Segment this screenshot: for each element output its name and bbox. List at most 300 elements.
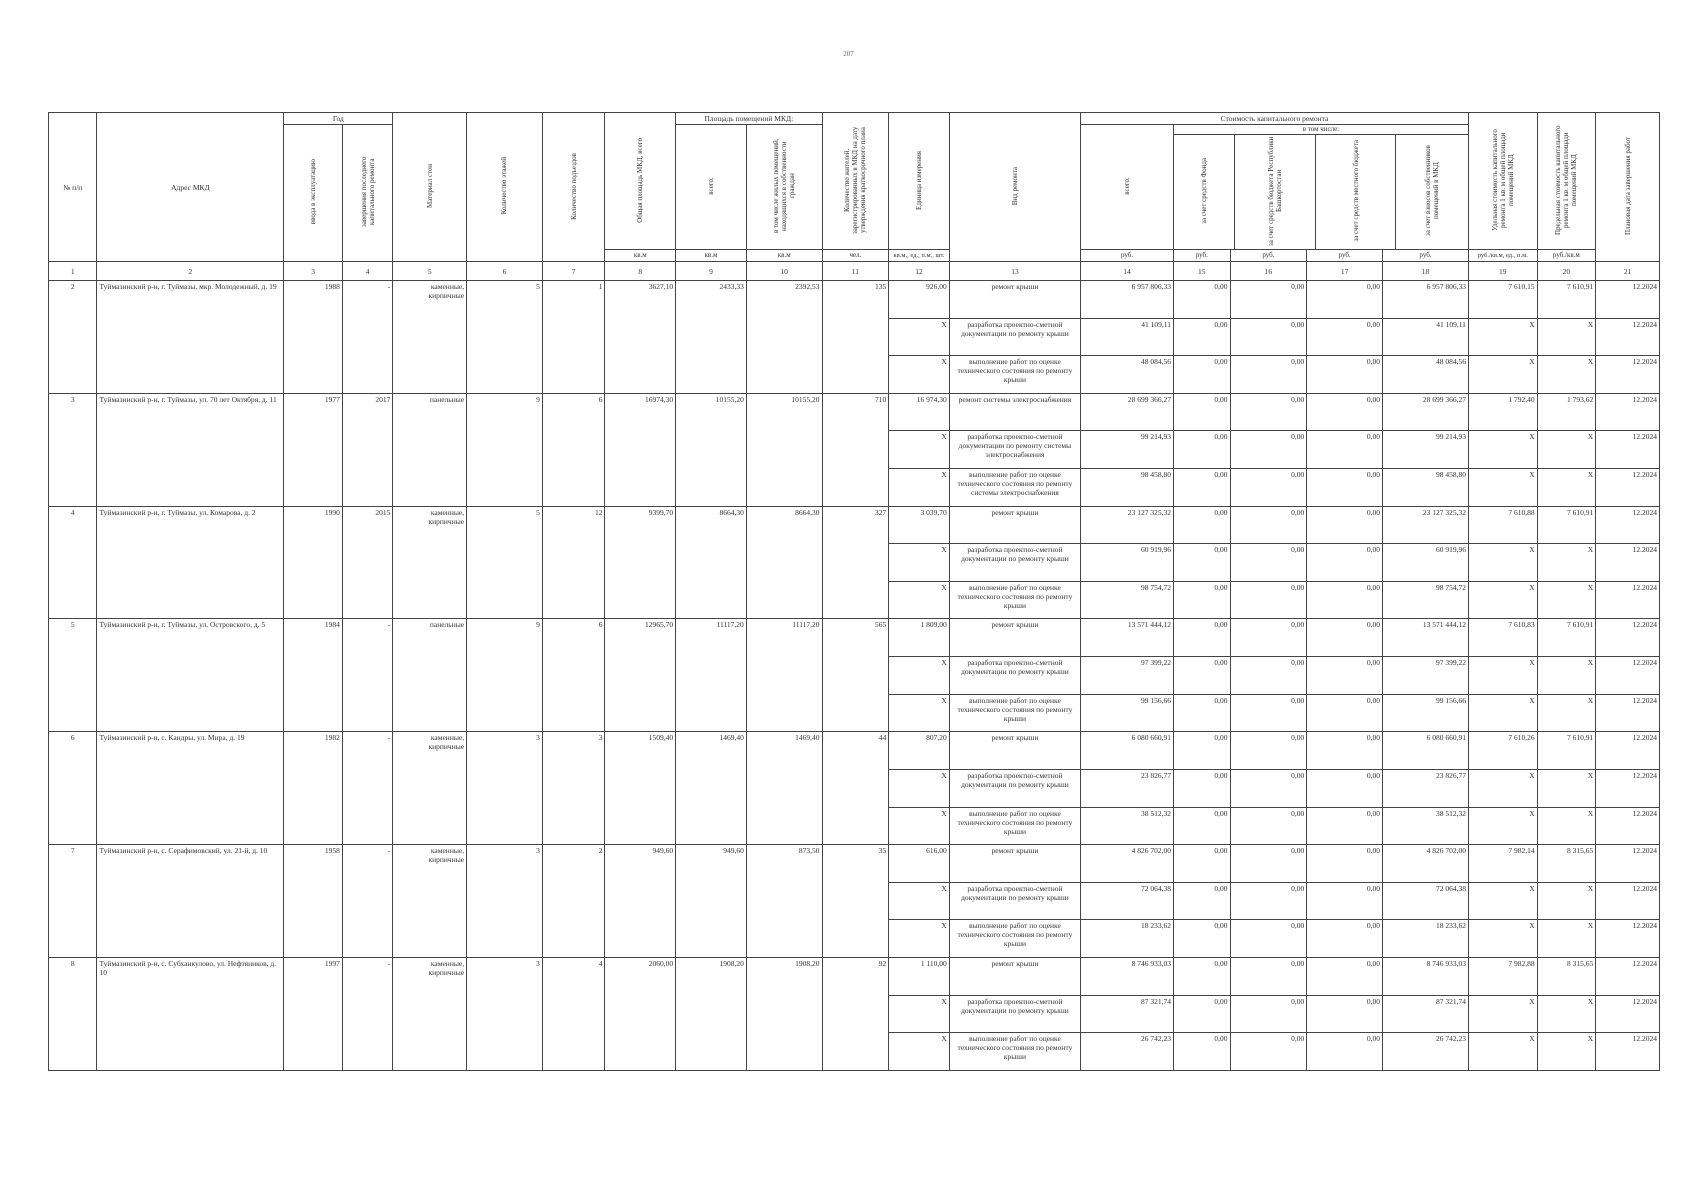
cost-fund-cell: 0,00 xyxy=(1174,957,1231,995)
cost-local-cell: 0,00 xyxy=(1307,281,1383,319)
cost-fund-cell: 0,00 xyxy=(1174,920,1231,958)
plan-date-cell: 12.2024 xyxy=(1596,281,1660,319)
cost-owners-cell: 99 156,66 xyxy=(1383,694,1469,732)
premises-all-cell: 949,60 xyxy=(676,845,747,958)
header-premises-living: в том числе жилых помещений, находящихся в собственности граждан xyxy=(746,125,822,250)
plan-date-cell: 12.2024 xyxy=(1596,657,1660,695)
cost-republic-cell: 0,00 xyxy=(1230,281,1307,319)
floors-cell: 9 xyxy=(467,619,543,732)
wall-material-cell: каменные, кирпичные xyxy=(393,957,467,1070)
plan-date-cell: 12.2024 xyxy=(1596,732,1660,770)
plan-date-cell: 12.2024 xyxy=(1596,769,1660,807)
header-work-type: Вид ремонта xyxy=(949,113,1080,262)
premises-living-cell: 1469,40 xyxy=(746,732,822,845)
cost-local-cell: 0,00 xyxy=(1307,356,1383,394)
measure-cell: 1 110,00 xyxy=(889,957,950,995)
header-cost-owners: за счет взносов собственников помещений в МКД xyxy=(1423,145,1440,237)
unit-cost-cell: 7 610,83 xyxy=(1468,619,1537,657)
header-address: Адрес МКД xyxy=(97,113,284,262)
year-repair-cell: 2017 xyxy=(342,393,392,506)
unit-cost-cell: X xyxy=(1468,318,1537,356)
year-repair-cell: - xyxy=(342,957,392,1070)
unit-residents: чел. xyxy=(822,250,889,262)
measure-cell: X xyxy=(889,769,950,807)
col-number: 10 xyxy=(746,262,822,281)
cost-local-cell: 0,00 xyxy=(1307,957,1383,995)
cost-republic-cell: 0,00 xyxy=(1230,619,1307,657)
unit-unit-cost: руб./кв.м, ед., п.м. xyxy=(1468,250,1537,262)
plan-date-cell: 12.2024 xyxy=(1596,694,1660,732)
cost-fund-cell: 0,00 xyxy=(1174,469,1231,507)
unit-cost-cell: 7 610,15 xyxy=(1468,281,1537,319)
unit-cost-cell: X xyxy=(1468,807,1537,845)
entrances-cell: 12 xyxy=(542,506,605,619)
col-number: 8 xyxy=(605,262,676,281)
cost-total-cell: 99 156,66 xyxy=(1081,694,1174,732)
max-cost-cell: X xyxy=(1537,694,1596,732)
col-number: 6 xyxy=(467,262,543,281)
cost-republic-cell: 0,00 xyxy=(1230,845,1307,883)
measure-cell: 616,00 xyxy=(889,845,950,883)
cost-total-cell: 6 080 660,91 xyxy=(1081,732,1174,770)
address-cell: Туймазинский р-н, г. Туймазы, ул. Комарова, д. 2 xyxy=(97,506,284,619)
entrances-cell: 6 xyxy=(542,619,605,732)
cost-republic-cell: 0,00 xyxy=(1230,920,1307,958)
cost-local-cell: 0,00 xyxy=(1307,318,1383,356)
cost-republic-cell: 0,00 xyxy=(1230,882,1307,920)
cost-local-cell: 0,00 xyxy=(1307,619,1383,657)
cost-local-cell: 0,00 xyxy=(1307,581,1383,619)
cost-fund-cell: 0,00 xyxy=(1174,393,1231,431)
cost-fund-cell: 0,00 xyxy=(1174,619,1231,657)
residents-cell: 565 xyxy=(822,619,889,732)
cost-republic-cell: 0,00 xyxy=(1230,957,1307,995)
plan-date-cell: 12.2024 xyxy=(1596,995,1660,1033)
plan-date-cell: 12.2024 xyxy=(1596,882,1660,920)
header-total-area: Общая площадь МКД, всего xyxy=(605,113,676,250)
cost-total-cell: 48 084,56 xyxy=(1081,356,1174,394)
measure-cell: 807,20 xyxy=(889,732,950,770)
col-number: 2 xyxy=(97,262,284,281)
cost-owners-cell: 8 746 933,03 xyxy=(1383,957,1469,995)
col-number: 20 xyxy=(1537,262,1596,281)
unit-cost-cell: X xyxy=(1468,694,1537,732)
measure-cell: X xyxy=(889,356,950,394)
plan-date-cell: 12.2024 xyxy=(1596,957,1660,995)
max-cost-cell: 7 610,91 xyxy=(1537,281,1596,319)
work-type-cell: ремонт крыши xyxy=(949,506,1080,544)
col-number: 3 xyxy=(284,262,343,281)
measure-cell: X xyxy=(889,318,950,356)
year-repair-cell: - xyxy=(342,619,392,732)
year-commission-cell: 1977 xyxy=(284,393,343,506)
max-cost-cell: 7 610,91 xyxy=(1537,506,1596,544)
cost-local-cell: 0,00 xyxy=(1307,694,1383,732)
row-number: 4 xyxy=(49,506,97,619)
max-cost-cell: X xyxy=(1537,807,1596,845)
plan-date-cell: 12.2024 xyxy=(1596,619,1660,657)
max-cost-cell: X xyxy=(1537,431,1596,469)
cost-republic-cell: 0,00 xyxy=(1230,544,1307,582)
cost-owners-cell: 98 754,72 xyxy=(1383,581,1469,619)
col-number: 17 xyxy=(1307,262,1383,281)
total-area-cell: 2060,00 xyxy=(605,957,676,1070)
cost-total-cell: 13 571 444,12 xyxy=(1081,619,1174,657)
cost-fund-cell: 0,00 xyxy=(1174,1033,1231,1071)
entrances-cell: 3 xyxy=(542,732,605,845)
work-type-cell: ремонт крыши xyxy=(949,732,1080,770)
header-max-cost: Предельная стоимость капитального ремонта 1 кв. м общей площади помещений МКД xyxy=(1537,113,1596,250)
plan-date-cell: 12.2024 xyxy=(1596,807,1660,845)
cost-fund-cell: 0,00 xyxy=(1174,544,1231,582)
floors-cell: 3 xyxy=(467,845,543,958)
cost-owners-cell: 28 699 366,27 xyxy=(1383,393,1469,431)
address-cell: Туймазинский р-н, г. Туймазы, ул. 70 лет Октября, д. 11 xyxy=(97,393,284,506)
cost-republic-cell: 0,00 xyxy=(1230,657,1307,695)
total-area-cell: 9399,70 xyxy=(605,506,676,619)
year-commission-cell: 1958 xyxy=(284,845,343,958)
address-cell: Туймазинский р-н, г. Туймазы, ул. Островского, д. 5 xyxy=(97,619,284,732)
wall-material-cell: каменные, кирпичные xyxy=(393,506,467,619)
col-number: 9 xyxy=(676,262,747,281)
max-cost-cell: X xyxy=(1537,581,1596,619)
header-year-commission: ввода в эксплуатацию xyxy=(284,125,343,262)
cost-owners-cell: 48 084,56 xyxy=(1383,356,1469,394)
year-commission-cell: 1990 xyxy=(284,506,343,619)
cost-fund-cell: 0,00 xyxy=(1174,581,1231,619)
premises-all-cell: 1469,40 xyxy=(676,732,747,845)
cost-owners-cell: 13 571 444,12 xyxy=(1383,619,1469,657)
floors-cell: 3 xyxy=(467,732,543,845)
cost-republic-cell: 0,00 xyxy=(1230,694,1307,732)
work-type-cell: ремонт крыши xyxy=(949,957,1080,995)
residents-cell: 35 xyxy=(822,845,889,958)
plan-date-cell: 12.2024 xyxy=(1596,581,1660,619)
floors-cell: 3 xyxy=(467,957,543,1070)
floors-cell: 5 xyxy=(467,281,543,394)
wall-material-cell: панельные xyxy=(393,619,467,732)
work-type-cell: разработка проектно-сметной документации по ремонту крыши xyxy=(949,544,1080,582)
row-number: 6 xyxy=(49,732,97,845)
cost-owners-cell: 26 742,23 xyxy=(1383,1033,1469,1071)
cost-fund-cell: 0,00 xyxy=(1174,882,1231,920)
measure-cell: X xyxy=(889,469,950,507)
col-number: 21 xyxy=(1596,262,1660,281)
plan-date-cell: 12.2024 xyxy=(1596,920,1660,958)
unit-cost-cell: 7 982,14 xyxy=(1468,845,1537,883)
cost-republic-cell: 0,00 xyxy=(1230,581,1307,619)
residents-cell: 44 xyxy=(822,732,889,845)
header-cost-group: Стоимость капитального ремонта xyxy=(1081,113,1469,125)
floors-cell: 9 xyxy=(467,393,543,506)
cost-owners-cell: 98 458,80 xyxy=(1383,469,1469,507)
unit-cost-cell: 7 610,26 xyxy=(1468,732,1537,770)
floors-cell: 5 xyxy=(467,506,543,619)
unit-cost-fund: руб. xyxy=(1174,250,1231,262)
cost-total-cell: 28 699 366,27 xyxy=(1081,393,1174,431)
premises-all-cell: 10155,20 xyxy=(676,393,747,506)
measure-cell: X xyxy=(889,807,950,845)
premises-all-cell: 1908,20 xyxy=(676,957,747,1070)
col-number: 16 xyxy=(1230,262,1307,281)
header-cost-incl: в том числе: xyxy=(1174,125,1468,135)
work-type-cell: разработка проектно-сметной документации по ремонту крыши xyxy=(949,995,1080,1033)
cost-fund-cell: 0,00 xyxy=(1174,356,1231,394)
measure-cell: X xyxy=(889,657,950,695)
max-cost-cell: X xyxy=(1537,995,1596,1033)
cost-local-cell: 0,00 xyxy=(1307,882,1383,920)
unit-premises-living: кв.м xyxy=(746,250,822,262)
header-cost-incl-sub xyxy=(1174,135,1468,249)
entrances-cell: 4 xyxy=(542,957,605,1070)
premises-all-cell: 2433,33 xyxy=(676,281,747,394)
unit-cost-cell: X xyxy=(1468,581,1537,619)
unit-cost-cell: 1 792,40 xyxy=(1468,393,1537,431)
cost-total-cell: 23 826,77 xyxy=(1081,769,1174,807)
cost-republic-cell: 0,00 xyxy=(1230,807,1307,845)
year-commission-cell: 1988 xyxy=(284,281,343,394)
col-number: 5 xyxy=(393,262,467,281)
plan-date-cell: 12.2024 xyxy=(1596,318,1660,356)
row-number: 7 xyxy=(49,845,97,958)
entrances-cell: 2 xyxy=(542,845,605,958)
table-row xyxy=(49,506,1660,544)
total-area-cell: 12965,70 xyxy=(605,619,676,732)
plan-date-cell: 12.2024 xyxy=(1596,845,1660,883)
cost-local-cell: 0,00 xyxy=(1307,431,1383,469)
wall-material-cell: каменные, кирпичные xyxy=(393,281,467,394)
measure-cell: X xyxy=(889,920,950,958)
cost-republic-cell: 0,00 xyxy=(1230,356,1307,394)
work-type-cell: выполнение работ по оценке технического состояния по ремонту крыши xyxy=(949,920,1080,958)
plan-date-cell: 12.2024 xyxy=(1596,1033,1660,1071)
cost-local-cell: 0,00 xyxy=(1307,995,1383,1033)
header-unit-cost: Удельная стоимость капитального ремонта 1 кв. м общей площади помещений МКД xyxy=(1468,113,1537,250)
total-area-cell: 3627,10 xyxy=(605,281,676,394)
cost-owners-cell: 72 064,38 xyxy=(1383,882,1469,920)
max-cost-cell: X xyxy=(1537,544,1596,582)
max-cost-cell: X xyxy=(1537,920,1596,958)
work-type-cell: разработка проектно-сметной документации по ремонту системы электроснабжения xyxy=(949,431,1080,469)
header-cost-total: всего: xyxy=(1081,125,1174,250)
cost-local-cell: 0,00 xyxy=(1307,807,1383,845)
cost-owners-cell: 18 233,62 xyxy=(1383,920,1469,958)
unit-cost-cell: X xyxy=(1468,469,1537,507)
residents-cell: 92 xyxy=(822,957,889,1070)
table-row xyxy=(49,619,1660,657)
cost-fund-cell: 0,00 xyxy=(1174,694,1231,732)
work-type-cell: ремонт крыши xyxy=(949,281,1080,319)
capital-repair-table xyxy=(48,112,1660,1071)
work-type-cell: ремонт крыши xyxy=(949,619,1080,657)
unit-cost-cell: X xyxy=(1468,920,1537,958)
work-type-cell: ремонт крыши xyxy=(949,845,1080,883)
work-type-cell: разработка проектно-сметной документации по ремонту крыши xyxy=(949,318,1080,356)
cost-republic-cell: 0,00 xyxy=(1230,318,1307,356)
header-cost-local: за счет средств местного бюджета xyxy=(1316,135,1396,249)
row-number: 5 xyxy=(49,619,97,732)
measure-cell: X xyxy=(889,995,950,1033)
header-floors: Количество этажей xyxy=(467,113,543,262)
plan-date-cell: 12.2024 xyxy=(1596,431,1660,469)
unit-cost-cell: X xyxy=(1468,431,1537,469)
cost-republic-cell: 0,00 xyxy=(1230,769,1307,807)
table-row xyxy=(49,957,1660,995)
year-repair-cell: 2015 xyxy=(342,506,392,619)
cost-fund-cell: 0,00 xyxy=(1174,431,1231,469)
cost-total-cell: 60 919,96 xyxy=(1081,544,1174,582)
max-cost-cell: 8 315,65 xyxy=(1537,845,1596,883)
header-cost-republic: за счет средств бюджета Республики Башкортостан xyxy=(1235,135,1316,249)
row-number: 2 xyxy=(49,281,97,394)
entrances-cell: 6 xyxy=(542,393,605,506)
cost-total-cell: 87 321,74 xyxy=(1081,995,1174,1033)
max-cost-cell: 7 610,91 xyxy=(1537,619,1596,657)
unit-cost-cell: 7 982,88 xyxy=(1468,957,1537,995)
measure-cell: X xyxy=(889,431,950,469)
measure-cell: 1 809,00 xyxy=(889,619,950,657)
cost-fund-cell: 0,00 xyxy=(1174,506,1231,544)
cost-total-cell: 8 746 933,03 xyxy=(1081,957,1174,995)
work-type-cell: выполнение работ по оценке технического состояния по ремонту крыши xyxy=(949,1033,1080,1071)
premises-living-cell: 873,50 xyxy=(746,845,822,958)
year-repair-cell: - xyxy=(342,845,392,958)
cost-total-cell: 98 458,80 xyxy=(1081,469,1174,507)
unit-cost-total: руб. xyxy=(1081,250,1174,262)
max-cost-cell: 7 610,91 xyxy=(1537,732,1596,770)
max-cost-cell: X xyxy=(1537,769,1596,807)
cost-owners-cell: 60 919,96 xyxy=(1383,544,1469,582)
cost-local-cell: 0,00 xyxy=(1307,769,1383,807)
cost-local-cell: 0,00 xyxy=(1307,1033,1383,1071)
work-type-cell: выполнение работ по оценке технического состояния по ремонту крыши xyxy=(949,356,1080,394)
unit-cost-republic: руб. xyxy=(1230,250,1307,262)
cost-republic-cell: 0,00 xyxy=(1230,506,1307,544)
unit-premises-all: кв.м xyxy=(676,250,747,262)
residents-cell: 327 xyxy=(822,506,889,619)
residents-cell: 710 xyxy=(822,393,889,506)
cost-republic-cell: 0,00 xyxy=(1230,732,1307,770)
unit-cost-cell: X xyxy=(1468,356,1537,394)
unit-measure: кв.м., ед., п.м., шт. xyxy=(889,250,950,262)
col-number: 12 xyxy=(889,262,950,281)
header-year-last-repair: завершения последнего капитального ремонта xyxy=(342,125,392,262)
cost-owners-cell: 38 512,32 xyxy=(1383,807,1469,845)
cost-total-cell: 99 214,93 xyxy=(1081,431,1174,469)
premises-living-cell: 11117,20 xyxy=(746,619,822,732)
max-cost-cell: X xyxy=(1537,1033,1596,1071)
year-commission-cell: 1997 xyxy=(284,957,343,1070)
col-number: 15 xyxy=(1174,262,1231,281)
cost-total-cell: 4 826 702,00 xyxy=(1081,845,1174,883)
work-type-cell: разработка проектно-сметной документации по ремонту крыши xyxy=(949,657,1080,695)
unit-cost-local: руб. xyxy=(1307,250,1383,262)
cost-total-cell: 41 109,11 xyxy=(1081,318,1174,356)
unit-cost-cell: X xyxy=(1468,1033,1537,1071)
table-row xyxy=(49,393,1660,431)
max-cost-cell: 1 793,62 xyxy=(1537,393,1596,431)
plan-date-cell: 12.2024 xyxy=(1596,356,1660,394)
measure-cell: X xyxy=(889,694,950,732)
cost-local-cell: 0,00 xyxy=(1307,920,1383,958)
unit-max-cost: руб./кв.м xyxy=(1537,250,1596,262)
max-cost-cell: X xyxy=(1537,469,1596,507)
table-row xyxy=(49,281,1660,319)
work-type-cell: выполнение работ по оценке технического состояния по ремонту крыши xyxy=(949,581,1080,619)
cost-owners-cell: 23 826,77 xyxy=(1383,769,1469,807)
header-premises-group: Площадь помещений МКД: xyxy=(676,113,822,125)
measure-cell: 16 974,30 xyxy=(889,393,950,431)
cost-republic-cell: 0,00 xyxy=(1230,1033,1307,1071)
table-row xyxy=(49,732,1660,770)
max-cost-cell: X xyxy=(1537,318,1596,356)
col-number: 18 xyxy=(1383,262,1469,281)
cost-owners-cell: 41 109,11 xyxy=(1383,318,1469,356)
total-area-cell: 16974,30 xyxy=(605,393,676,506)
col-number: 7 xyxy=(542,262,605,281)
premises-all-cell: 8664,30 xyxy=(676,506,747,619)
row-number: 8 xyxy=(49,957,97,1070)
measure-cell: X xyxy=(889,1033,950,1071)
max-cost-cell: X xyxy=(1537,356,1596,394)
total-area-cell: 1509,40 xyxy=(605,732,676,845)
cost-owners-cell: 4 826 702,00 xyxy=(1383,845,1469,883)
total-area-cell: 949,60 xyxy=(605,845,676,958)
measure-cell: 926,00 xyxy=(889,281,950,319)
table-body xyxy=(49,281,1660,1071)
cost-republic-cell: 0,00 xyxy=(1230,995,1307,1033)
cost-total-cell: 98 754,72 xyxy=(1081,581,1174,619)
cost-owners-cell: 23 127 325,32 xyxy=(1383,506,1469,544)
unit-cost-cell: X xyxy=(1468,769,1537,807)
wall-material-cell: панельные xyxy=(393,393,467,506)
cost-total-cell: 38 512,32 xyxy=(1081,807,1174,845)
cost-local-cell: 0,00 xyxy=(1307,732,1383,770)
work-type-cell: разработка проектно-сметной документации по ремонту крыши xyxy=(949,769,1080,807)
col-number: 13 xyxy=(949,262,1080,281)
cost-republic-cell: 0,00 xyxy=(1230,469,1307,507)
cost-total-cell: 18 233,62 xyxy=(1081,920,1174,958)
address-cell: Туймазинский р-н, г. Туймазы, мкр. Молодежный, д. 19 xyxy=(97,281,284,394)
work-type-cell: выполнение работ по оценке технического состояния по ремонту крыши xyxy=(949,807,1080,845)
header-cost-fund: за счет средств Фонда xyxy=(1174,135,1235,249)
address-cell: Туймазинский р-н, с. Серафимовский, ул. 21-й, д. 10 xyxy=(97,845,284,958)
page-number: 207 xyxy=(843,50,854,58)
plan-date-cell: 12.2024 xyxy=(1596,544,1660,582)
cost-total-cell: 97 399,22 xyxy=(1081,657,1174,695)
table-row xyxy=(49,845,1660,883)
header-cost-incl-block xyxy=(1174,125,1469,250)
cost-local-cell: 0,00 xyxy=(1307,506,1383,544)
cost-fund-cell: 0,00 xyxy=(1174,769,1231,807)
wall-material-cell: каменные, кирпичные xyxy=(393,845,467,958)
header-entrances: Количество подъездов xyxy=(542,113,605,262)
work-type-cell: разработка проектно-сметной документации по ремонту крыши xyxy=(949,882,1080,920)
unit-cost-cell: X xyxy=(1468,544,1537,582)
cost-owners-cell: 97 399,22 xyxy=(1383,657,1469,695)
work-type-cell: ремонт системы электроснабжения xyxy=(949,393,1080,431)
plan-date-cell: 12.2024 xyxy=(1596,393,1660,431)
header-no: № п/п xyxy=(49,113,97,262)
col-number: 4 xyxy=(342,262,392,281)
plan-date-cell: 12.2024 xyxy=(1596,469,1660,507)
col-number: 14 xyxy=(1081,262,1174,281)
premises-living-cell: 2392,53 xyxy=(746,281,822,394)
header-year-group: Год xyxy=(284,113,393,125)
residents-cell: 135 xyxy=(822,281,889,394)
cost-owners-cell: 87 321,74 xyxy=(1383,995,1469,1033)
premises-living-cell: 10155,20 xyxy=(746,393,822,506)
